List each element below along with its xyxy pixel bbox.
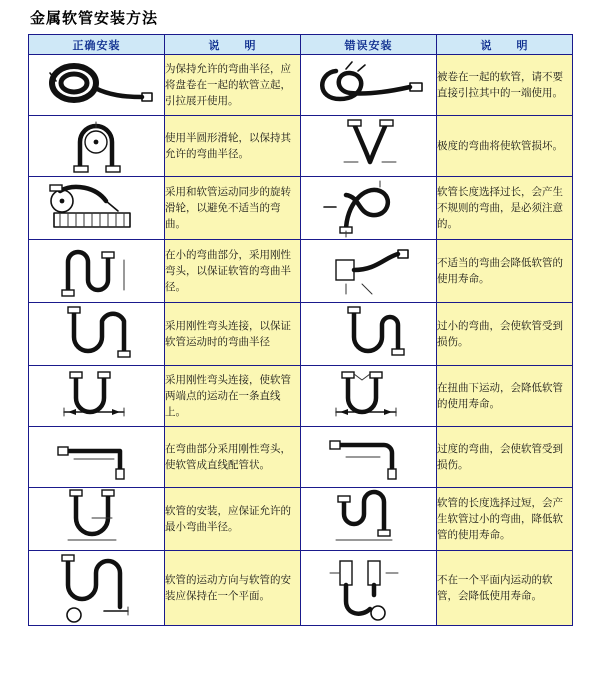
row-wrong-description: 软管的长度选择过短，会产生软管过小的弯曲，降低软管的使用寿命。: [437, 488, 573, 551]
min-bend-radius-correct-icon: [29, 488, 165, 551]
long-hose-wrong-icon: [301, 177, 437, 240]
row-wrong-description: 过小的弯曲，会使软管受到损伤。: [437, 303, 573, 366]
installation-guide-table: [28, 34, 573, 626]
twisted-motion-wrong-icon: [301, 366, 437, 427]
straight-pipe-illustration: [34, 431, 160, 483]
coiled-hose-correct-icon: [29, 55, 165, 116]
table-row: [29, 551, 573, 626]
twisted-motion-illustration: [306, 368, 432, 424]
row-wrong-description: 不适当的弯曲会降低软管的使用寿命。: [437, 240, 573, 303]
table-row: [29, 303, 573, 366]
straight-line-motion-correct-icon: [29, 366, 165, 427]
different-plane-motion-illustration: [306, 551, 432, 625]
table-row: [29, 55, 573, 116]
too-small-bend-wrong-icon: [301, 303, 437, 366]
row-correct-description: 为保持允许的弯曲半径，应将盘卷在一起的软管立起，引拉展开使用。: [165, 55, 301, 116]
row-wrong-description: 被卷在一起的软管，请不要直接引拉其中的一端使用。: [437, 55, 573, 116]
row-correct-description: 采用和软管运动同步的旋转滑轮，以避免不适当的弯曲。: [165, 177, 301, 240]
table-header-row: [29, 35, 573, 55]
row-correct-description: 采用刚性弯头连接，以保证软管运动时的弯曲半径: [165, 303, 301, 366]
table-row: [29, 488, 573, 551]
straight-line-motion-illustration: [34, 368, 160, 424]
header-wrong-desc: 说 明: [437, 35, 573, 55]
row-wrong-description: 过度的弯曲，会使软管受到损伤。: [437, 427, 573, 488]
improper-bend-wrong-icon: [301, 240, 437, 303]
row-correct-description: 在弯曲部分采用刚性弯头，使软管成直线配管状。: [165, 427, 301, 488]
header-correct-desc: 说 明: [165, 35, 301, 55]
min-bend-radius-illustration: [34, 488, 160, 550]
row-wrong-description: 极度的弯曲将使软管损坏。: [437, 116, 573, 177]
rigid-bend-illustration: [34, 240, 160, 302]
rigid-bend-small-radius-correct-icon: [29, 240, 165, 303]
excessive-bend-wrong-icon: [301, 427, 437, 488]
coiled-hose-wrong-illustration: [306, 57, 432, 113]
excessive-bend-illustration: [306, 431, 432, 483]
improper-bend-illustration: [306, 240, 432, 302]
table-row: [29, 116, 573, 177]
long-hose-illustration: [306, 177, 432, 239]
rigid-elbow-illustration: [34, 303, 160, 365]
row-wrong-description: 在扭曲下运动，会降低软管的使用寿命。: [437, 366, 573, 427]
row-correct-description: 软管的运动方向与软管的安装应保持在一个平面。: [165, 551, 301, 626]
page-title: 金属软管安装方法: [30, 9, 159, 27]
semicircle-sheave-illustration: [34, 118, 160, 174]
sharp-bend-illustration: [306, 118, 432, 174]
sharp-bend-wrong-icon: [301, 116, 437, 177]
rotating-sheave-illustration: [34, 177, 160, 239]
row-wrong-description: 不在一个平面内运动的软管，会降低使用寿命。: [437, 551, 573, 626]
header-correct-install: 正确安装: [29, 35, 165, 55]
row-correct-description: 采用刚性弯头连接，使软管两端点的运动在一条直线上。: [165, 366, 301, 427]
coiled-hose-wrong-icon: [301, 55, 437, 116]
header-wrong-install: 错误安装: [301, 35, 437, 55]
table-row: [29, 366, 573, 427]
too-small-bend-illustration: [306, 303, 432, 365]
table-row: [29, 177, 573, 240]
different-plane-motion-wrong-icon: [301, 551, 437, 626]
row-correct-description: 使用半圆形滑轮，以保持其允许的弯曲半径。: [165, 116, 301, 177]
row-correct-description: 在小的弯曲部分，采用刚性弯头，以保证软管的弯曲半径。: [165, 240, 301, 303]
too-long-hose-illustration: [306, 488, 432, 550]
same-plane-motion-correct-icon: [29, 551, 165, 626]
rigid-elbow-connection-correct-icon: [29, 303, 165, 366]
semicircle-sheave-correct-icon: [29, 116, 165, 177]
too-long-hose-wrong-icon: [301, 488, 437, 551]
table-row: [29, 240, 573, 303]
row-correct-description: 软管的安装，应保证允许的最小弯曲半径。: [165, 488, 301, 551]
row-wrong-description: 软管长度选择过长，会产生不规则的弯曲，是必须注意的。: [437, 177, 573, 240]
rotating-sheave-correct-icon: [29, 177, 165, 240]
table-row: [29, 427, 573, 488]
rigid-elbow-straight-pipe-correct-icon: [29, 427, 165, 488]
same-plane-motion-illustration: [34, 551, 160, 625]
coiled-hose-correct-illustration: [34, 57, 160, 113]
